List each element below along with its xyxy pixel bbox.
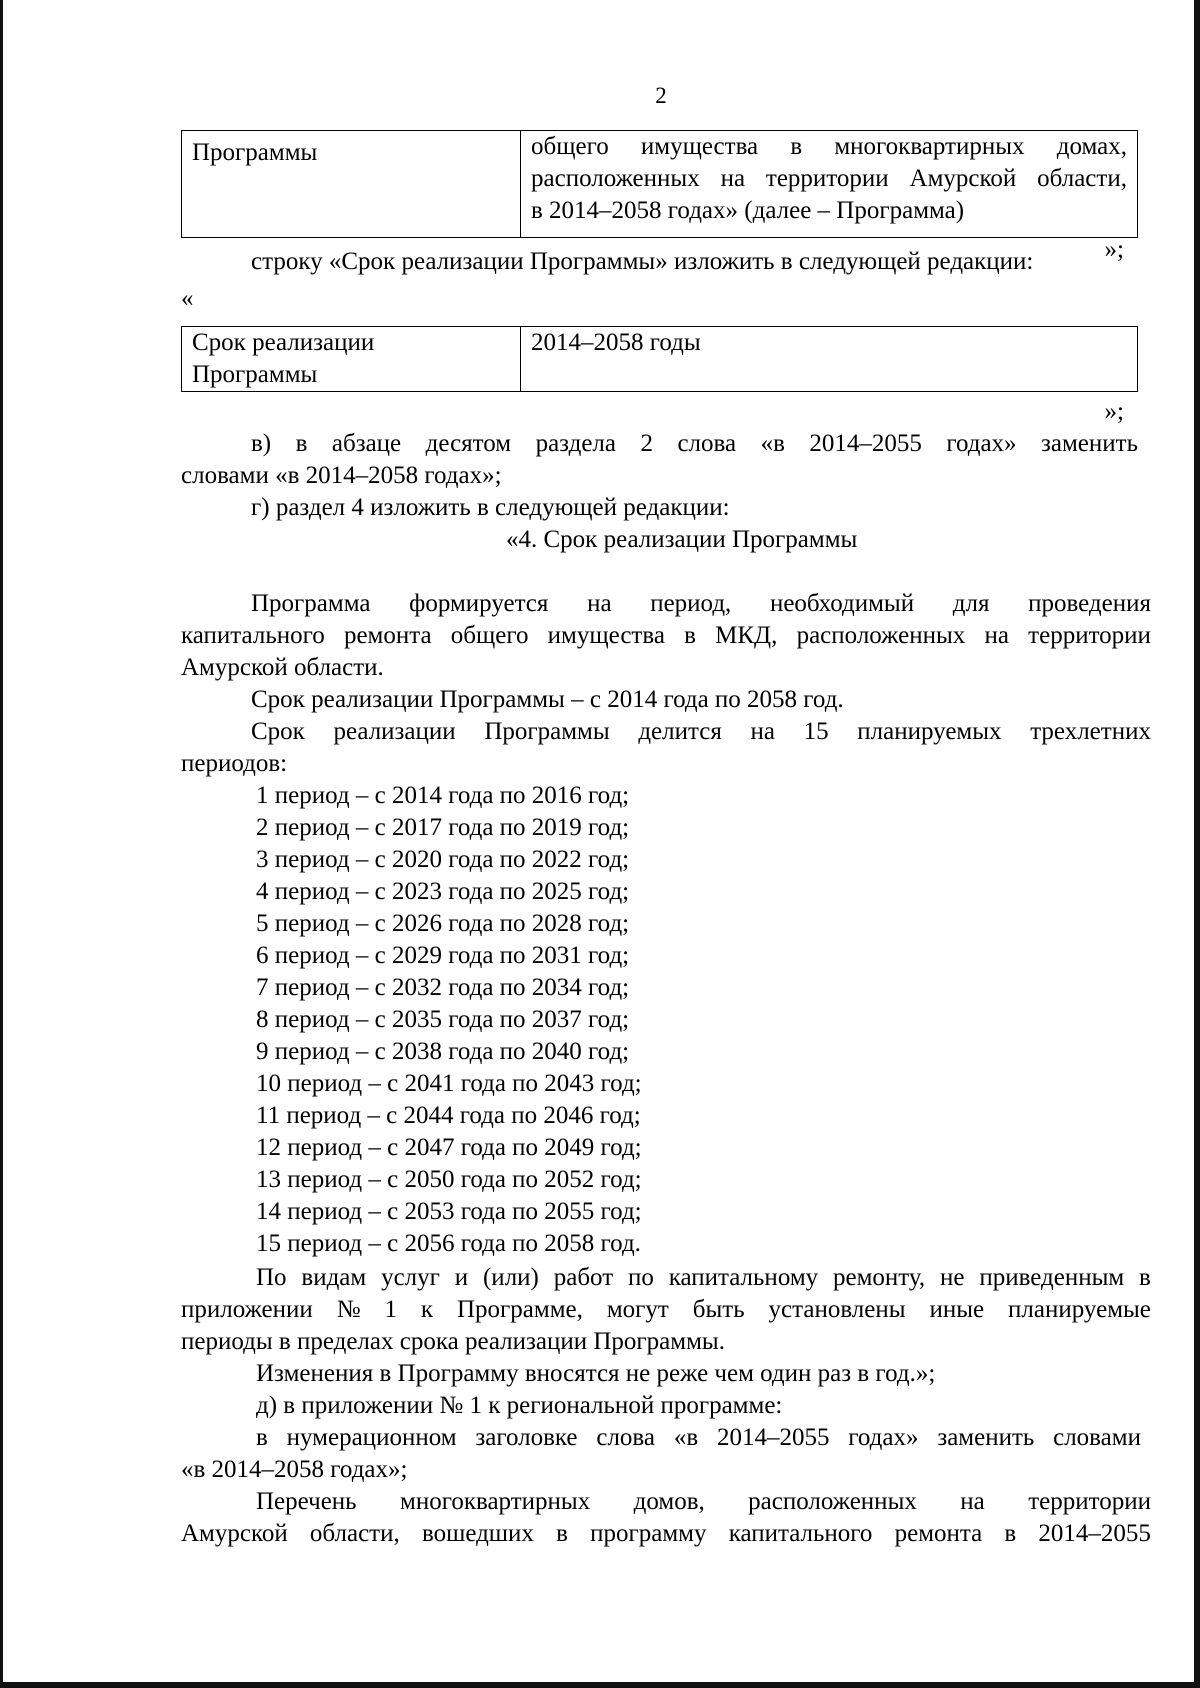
word: Амурской [181, 1520, 288, 1547]
word: расположенных [748, 1488, 917, 1515]
word: на [750, 718, 775, 745]
word: капитальному [668, 1264, 819, 1291]
word: абзаце [331, 430, 402, 457]
table1-right-line [531, 131, 1127, 163]
word: ремонта [894, 1520, 983, 1547]
srok-table [181, 326, 1138, 392]
word: на [960, 1488, 985, 1515]
closing-quote-2: »; [1104, 398, 1124, 425]
period-item: 3 период – с 2020 года по 2022 год; [256, 846, 630, 873]
word: территории [765, 165, 889, 192]
word: 1 [384, 1296, 397, 1323]
period-item: 7 период – с 2032 года по 2034 год; [256, 974, 630, 1001]
period-item: 6 период – с 2029 года по 2031 год; [256, 942, 630, 969]
item-d: д) в приложении № 1 к региональной программе: [256, 1392, 783, 1419]
scan-border-bottom [0, 1682, 1200, 1688]
para-program-line3: Амурской области. [181, 654, 384, 681]
word: 2014–2055 [1038, 1520, 1151, 1547]
word: и [454, 1264, 469, 1291]
word: области, [1037, 165, 1127, 192]
para-list-line1 [256, 1486, 1151, 1518]
table1-left-cell: Программы [182, 131, 521, 238]
word: планируемые [1008, 1296, 1151, 1323]
word: Программе, [457, 1296, 583, 1323]
word: в [684, 622, 696, 649]
word: территории [1028, 1488, 1151, 1515]
word: общего [450, 622, 529, 649]
word: Программы [484, 718, 610, 745]
table2-left-line: Срок реализации [192, 329, 375, 356]
item-v-line1 [251, 428, 1138, 460]
word: общего [531, 133, 609, 160]
word: заголовке [475, 1424, 578, 1451]
scan-border-right [1194, 0, 1200, 1688]
word: расположенных [796, 622, 966, 649]
table2-left-cell [182, 327, 521, 392]
word: в [790, 133, 803, 160]
para-program-line2 [181, 620, 1151, 652]
item-v-line2: словами «в 2014–2058 годах»; [181, 462, 502, 489]
word: работ [553, 1264, 614, 1291]
period-item: 4 период – с 2023 года по 2025 год; [256, 878, 630, 905]
section-title: «4. Срок реализации Программы [506, 526, 858, 553]
word: по [627, 1264, 654, 1291]
period-item: 9 период – с 2038 года по 2040 год; [256, 1038, 630, 1065]
para-changes: Изменения в Программу вносятся не реже чем один раз в год.»; [256, 1360, 936, 1387]
word: имущества [640, 133, 759, 160]
page-number: 2 [655, 83, 667, 108]
word: в [295, 430, 308, 457]
word: многоквартирных [400, 1488, 591, 1515]
para-divided-line1 [251, 716, 1151, 748]
program-name-table [181, 130, 1138, 238]
word: расположенных [531, 165, 700, 192]
word: ремонту, [833, 1264, 926, 1291]
period-item: 11 период – с 2044 года по 2046 год; [256, 1102, 641, 1129]
word: годах» [946, 430, 1017, 457]
word: слова [596, 1424, 656, 1451]
word: иные [929, 1296, 985, 1323]
word: 2 [640, 430, 653, 457]
period-item: 8 период – с 2035 года по 2037 год; [256, 1006, 630, 1033]
period-item: 14 период – с 2053 года по 2055 год; [256, 1198, 642, 1225]
word: быть [692, 1296, 745, 1323]
word: слова [677, 430, 737, 457]
word: на [984, 622, 1009, 649]
word: По [256, 1264, 287, 1291]
para-list-line2 [181, 1518, 1151, 1550]
word: Программа [251, 590, 371, 617]
scan-border-left [0, 0, 3, 1688]
paragraph-srok-intro: строку «Срок реализации Программы» изложить в следующей редакции: [251, 248, 1034, 275]
word: домах, [1056, 133, 1127, 160]
para-services-line1 [256, 1262, 1151, 1294]
period-item: 5 период – с 2026 года по 2028 год; [256, 910, 630, 937]
para-services-line3: периоды в пределах срока реализации Программы. [181, 1328, 725, 1355]
word: № [336, 1296, 361, 1323]
word: Срок [251, 718, 305, 745]
word: в) [251, 430, 272, 457]
word: годах» [848, 1424, 919, 1451]
word: формируется [409, 590, 549, 617]
table1-right-line [531, 163, 1127, 195]
period-item: 13 период – с 2050 года по 2052 год; [256, 1166, 642, 1193]
word: программу [590, 1520, 707, 1547]
word: капитального [181, 622, 325, 649]
word: территории [1028, 622, 1151, 649]
table1-right-cell [521, 131, 1138, 238]
word: 2014–2055 [716, 1424, 830, 1451]
word: «в [760, 430, 785, 457]
word: не [940, 1264, 965, 1291]
period-item: 15 период – с 2056 года по 2058 год. [256, 1230, 641, 1257]
word: для [952, 590, 990, 617]
word: делится [638, 718, 722, 745]
word: МКД, [715, 622, 778, 649]
para-term: Срок реализации Программы – с 2014 года по 2058 год. [251, 686, 844, 713]
word: заменить [1041, 430, 1138, 457]
word: в [1004, 1520, 1017, 1547]
word: на [720, 165, 746, 192]
word: имущества [547, 622, 665, 649]
word: трехлетних [1030, 718, 1151, 745]
para-numbering-line1 [256, 1422, 1141, 1454]
period-item: 10 период – с 2041 года по 2043 год; [256, 1070, 642, 1097]
para-divided-line2: периодов: [181, 750, 288, 777]
word: области, [309, 1520, 400, 1547]
word: к [420, 1296, 434, 1323]
word: могут [606, 1296, 669, 1323]
word: приведенным [979, 1264, 1125, 1291]
word: десятом [425, 430, 512, 457]
word: ремонта [343, 622, 432, 649]
table1-right-line: в 2014–2058 годах» (далее – Программа) [531, 197, 965, 224]
word: словами [1053, 1424, 1141, 1451]
word: необходимый [769, 590, 915, 617]
word: домов, [633, 1488, 705, 1515]
word: 15 [803, 718, 829, 745]
word: нумерационном [286, 1424, 457, 1451]
word: (или) [482, 1264, 539, 1291]
word: Амурской [909, 165, 1017, 192]
item-g: г) раздел 4 изложить в следующей редакции: [251, 494, 730, 521]
word: раздела [535, 430, 616, 457]
word: 2014–2055 [809, 430, 922, 457]
period-item: 1 период – с 2014 года по 2016 год; [256, 782, 630, 809]
word: установлены [768, 1296, 906, 1323]
para-program-line1 [251, 588, 1151, 620]
table2-left-line: Программы [192, 361, 318, 388]
para-services-line2 [181, 1294, 1151, 1326]
period-item: 12 период – с 2047 года по 2049 год; [256, 1134, 642, 1161]
word: в [256, 1424, 268, 1451]
word: «в [673, 1424, 699, 1451]
word: на [587, 590, 612, 617]
word: планируемых [857, 718, 1002, 745]
para-numbering-line2: «в 2014–2058 годах»; [181, 1456, 408, 1483]
word: реализации [333, 718, 456, 745]
word: многоквартирных [834, 133, 1025, 160]
word: видам [301, 1264, 367, 1291]
word: проведения [1028, 590, 1151, 617]
word: приложении [181, 1296, 313, 1323]
word: в [1139, 1264, 1151, 1291]
word: вошедших [421, 1520, 534, 1547]
word: в [556, 1520, 568, 1547]
closing-quote-1: »; [1104, 236, 1124, 263]
opening-quote: « [181, 285, 194, 312]
period-item: 2 период – с 2017 года по 2019 год; [256, 814, 630, 841]
word: услуг [381, 1264, 440, 1291]
word: Перечень [256, 1488, 357, 1515]
word: период, [650, 590, 732, 617]
word: заменить [937, 1424, 1035, 1451]
word: капитального [728, 1520, 873, 1547]
table2-right-cell: 2014–2058 годы [521, 327, 1138, 392]
